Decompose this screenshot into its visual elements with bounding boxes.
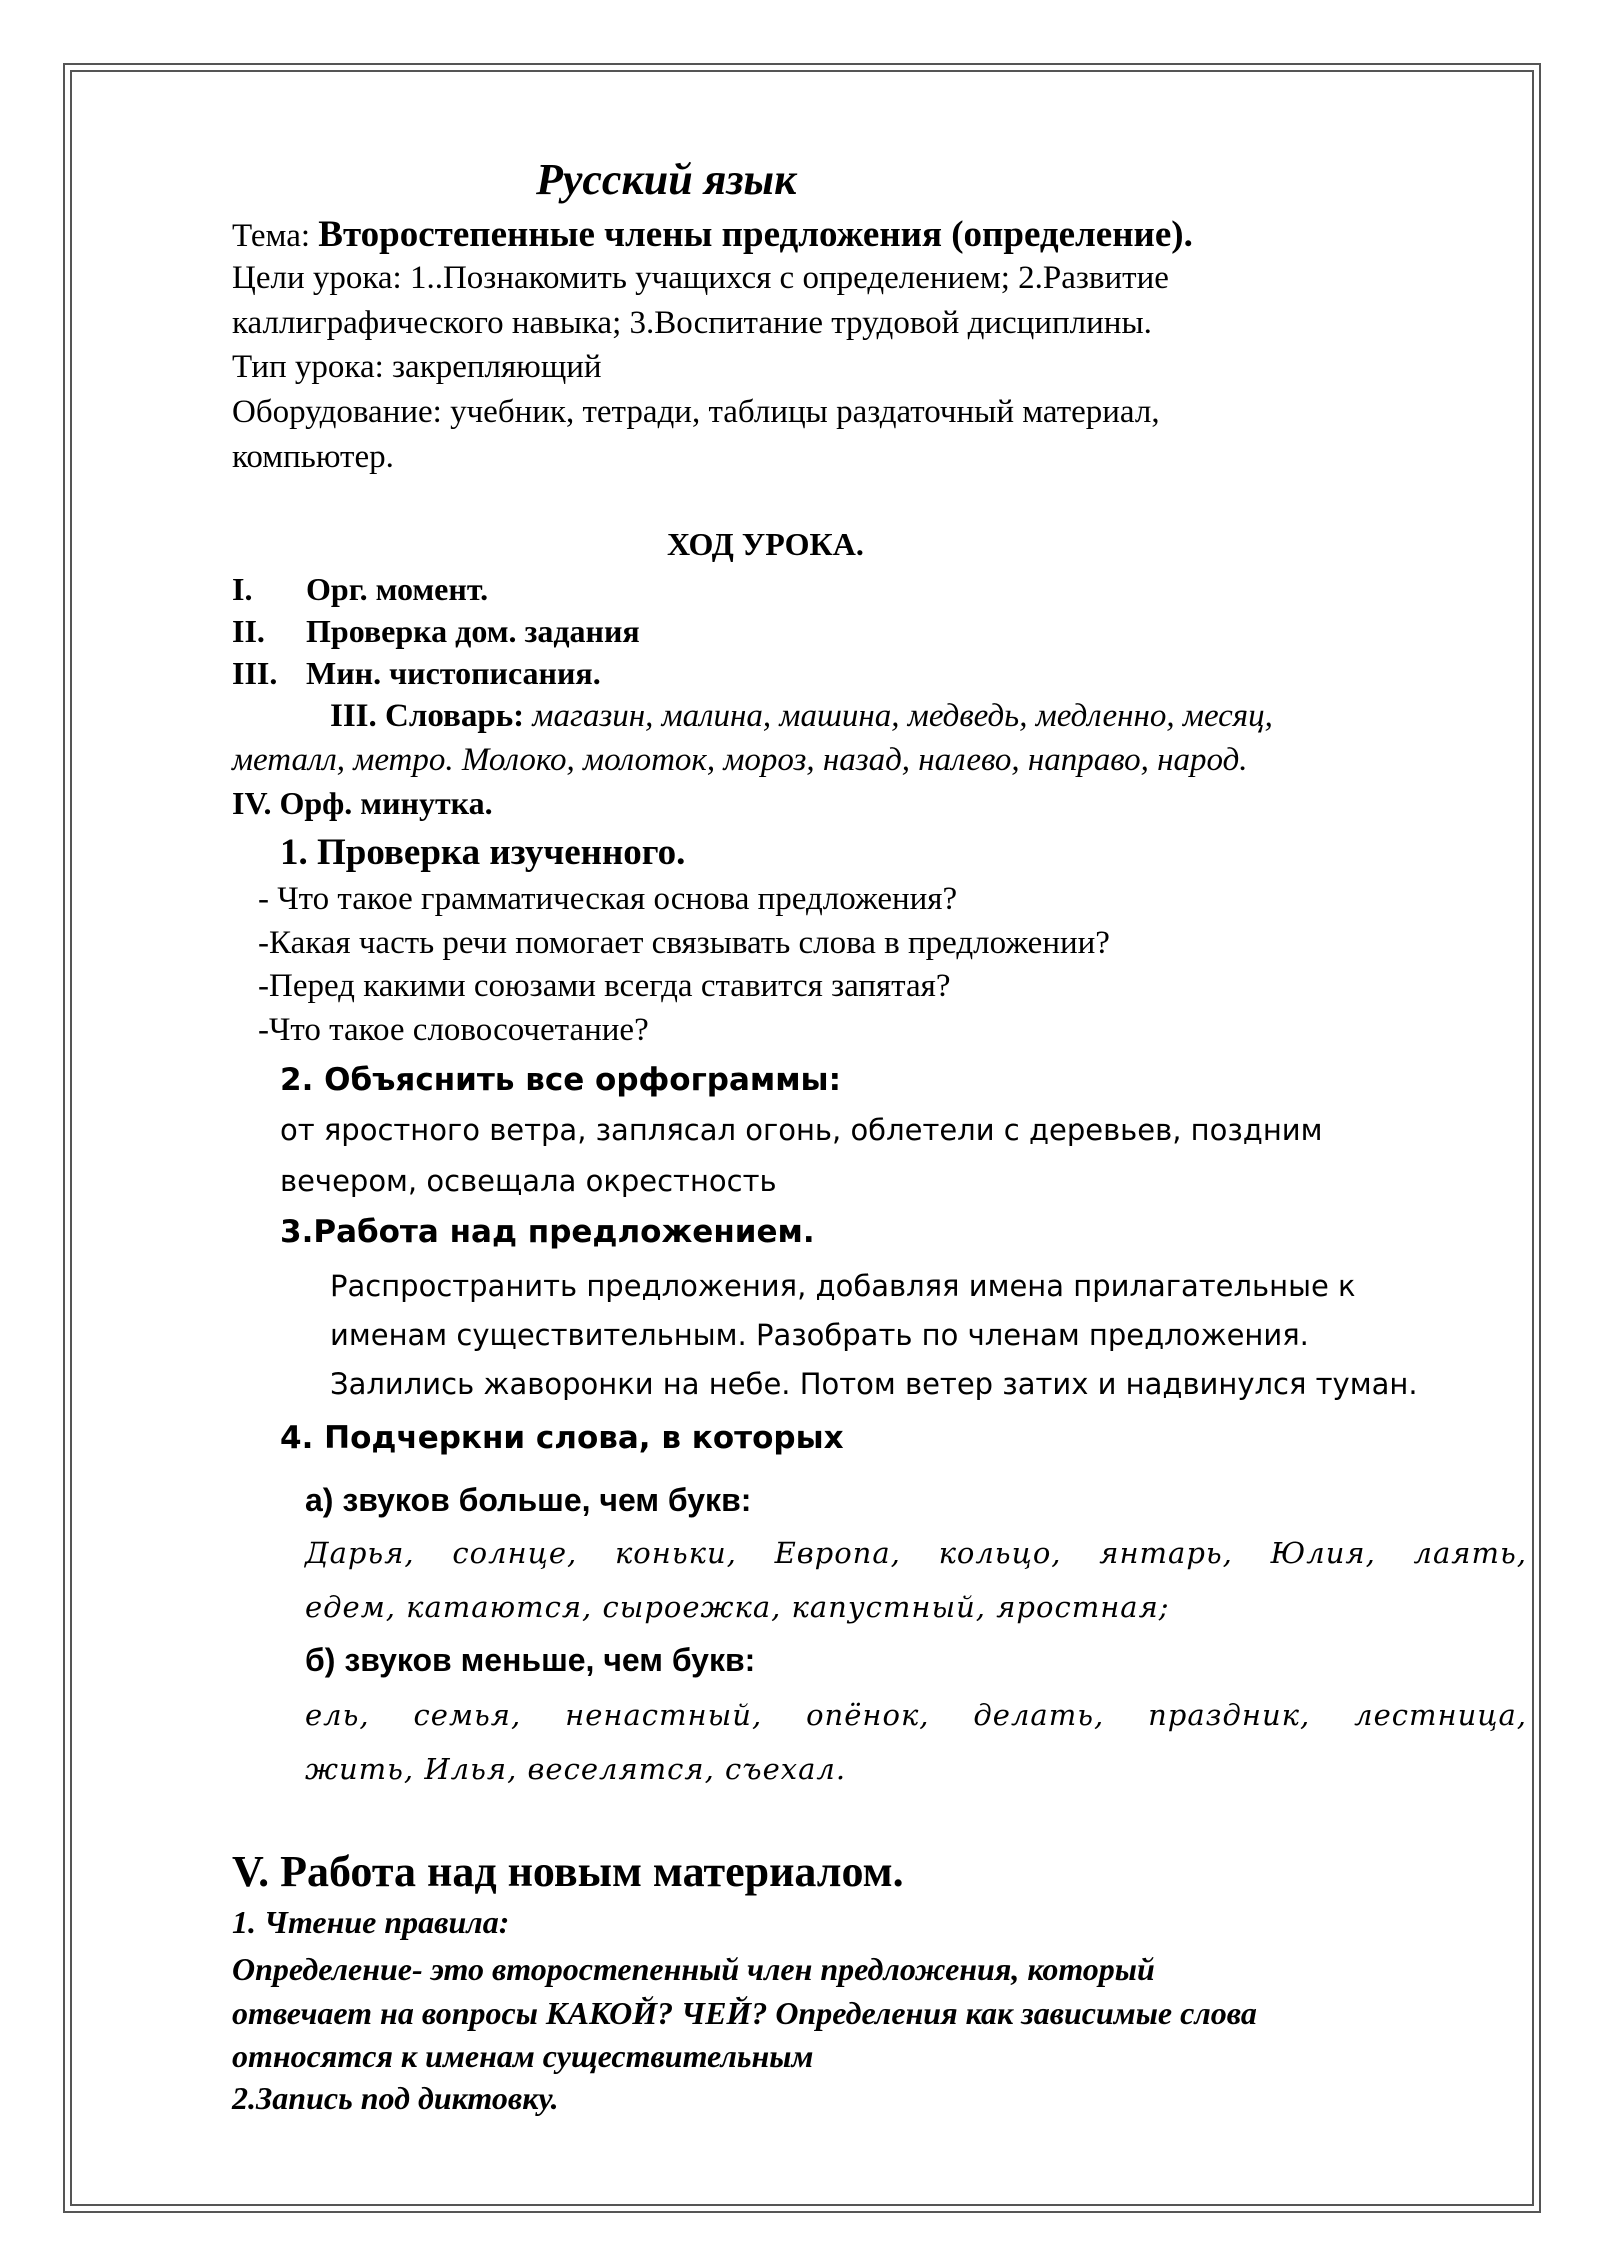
stage-text: Мин. чистописания.: [306, 655, 601, 691]
sentence-work-line-1: Распространить предложения, добавляя имена прилагательные к: [330, 1269, 1356, 1303]
lesson-type: Тип урока: закрепляющий: [232, 349, 602, 385]
stage-item: [232, 613, 640, 650]
orthograms-line-1: от яростного ветра, заплясал огонь, облетели с деревьев, поздним: [280, 1113, 1323, 1147]
vocabulary-line-1: [330, 698, 1273, 735]
stage-number: II.: [232, 613, 265, 649]
new-material-heading: V. Работа над новым материалом.: [232, 1847, 904, 1896]
underline-task-b-words-2: жить, Илья, веселятся, съехал.: [305, 1752, 847, 1786]
dictation-task: 2.Запись под диктовку.: [232, 2080, 559, 2116]
review-question: -Какая часть речи помогает связывать слова в предложении?: [258, 925, 1110, 961]
stage-item: [232, 571, 488, 608]
topic-line: [232, 213, 1193, 256]
orthograms-heading: 2. Объяснить все орфограммы:: [280, 1062, 841, 1098]
stage-item: [232, 655, 601, 692]
vocabulary-label: III. Словарь:: [330, 698, 525, 734]
rule-reading: 1. Чтение правила:: [232, 1904, 510, 1940]
vocabulary-words-1: магазин, малина, машина, медведь, медленно, месяц,: [532, 698, 1273, 734]
stage-text: Проверка дом. задания: [306, 613, 640, 649]
lesson-progress-heading: ХОД УРОКА.: [667, 526, 864, 562]
underline-task-a-words-1: Дарья, солнце, коньки, Европа, кольцо, янтарь, Юлия, лаять,: [305, 1536, 1527, 1570]
sentence-work-line-2: именам существительным. Разобрать по членам предложения.: [330, 1318, 1309, 1352]
rule-text-line-2: отвечает на вопросы КАКОЙ? ЧЕЙ? Определения как зависимые слова: [232, 1995, 1257, 2031]
orf-minute-heading: IV. Орф. минутка.: [232, 785, 493, 821]
review-heading: 1. Проверка изученного.: [280, 832, 686, 873]
review-question: -Перед какими союзами всегда ставится запятая?: [258, 968, 951, 1004]
stage-number: III.: [232, 655, 278, 691]
vocabulary-words-2: металл, метро. Молоко, молоток, мороз, назад, налево, направо, народ.: [232, 742, 1248, 778]
rule-text-line-1: Определение- это второстепенный член предложения, который: [232, 1951, 1155, 1987]
underline-task-a-words-2: едем, катаются, сыроежка, капустный, яростная;: [305, 1590, 1170, 1624]
review-question: - Что такое грамматическая основа предложения?: [258, 881, 958, 917]
underline-task-b-words-1: ель, семья, ненастный, опёнок, делать, праздник, лестница,: [305, 1698, 1527, 1732]
underline-task-b-label: б) звуков меньше, чем букв:: [305, 1642, 756, 1678]
review-question: -Что такое словосочетание?: [258, 1012, 649, 1048]
underline-task-heading: 4. Подчеркни слова, в которых: [280, 1420, 844, 1456]
sentence-work-line-3: Залились жаворонки на небе. Потом ветер затих и надвинулся туман.: [330, 1367, 1418, 1401]
equipment-line-2: компьютер.: [232, 439, 394, 475]
topic-value: Второстепенные члены предложения (определение).: [318, 214, 1193, 255]
equipment-line-1: Оборудование: учебник, тетради, таблицы раздаточный материал,: [232, 394, 1160, 430]
orthograms-line-2: вечером, освещала окрестность: [280, 1164, 777, 1198]
stage-number: I.: [232, 571, 253, 607]
sentence-work-heading: 3.Работа над предложением.: [280, 1214, 815, 1250]
rule-text-line-3: относятся к именам существительным: [232, 2038, 814, 2074]
goals-line-1: Цели урока: 1..Познакомить учащихся с определением; 2.Развитие: [232, 260, 1169, 296]
underline-task-a-label: а) звуков больше, чем букв:: [305, 1482, 752, 1518]
stage-text: Орг. момент.: [306, 571, 489, 607]
document-title: Русский язык: [536, 155, 797, 204]
topic-label: Тема:: [232, 218, 311, 254]
goals-line-2: каллиграфического навыка; 3.Воспитание трудовой дисциплины.: [232, 305, 1152, 341]
